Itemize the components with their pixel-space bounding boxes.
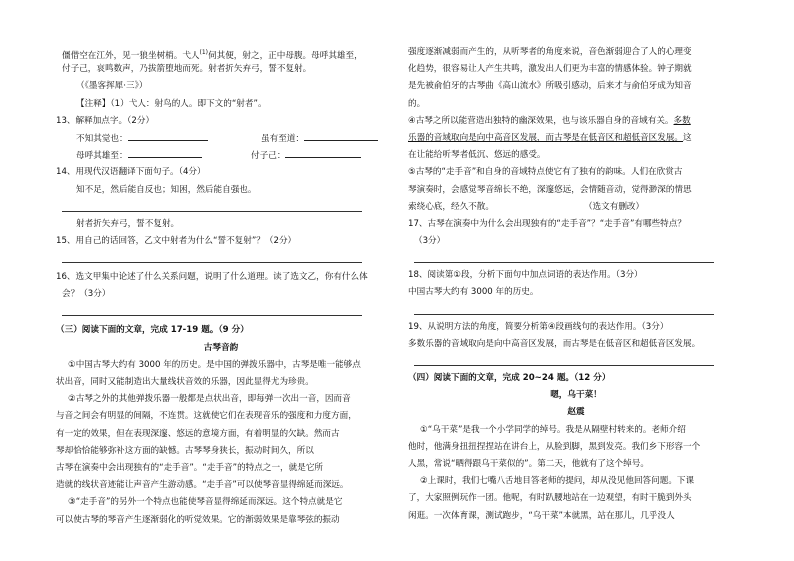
article-line: 琴演奏时，会感觉琴音绵长不绝，深邃悠远，会情随音动，觉得渺深的情思 (408, 184, 692, 195)
question-18: 18、阅读第①段，分析下面句中加点词语的表达作用。（3分） (408, 270, 643, 281)
story-line: ②上课时，我们七嘴八舌地目答老师的提问，却从没见他回答问题。下课 (420, 476, 695, 487)
article-line: 古琴在演奏中会出现独有的“走手音”。“走手音”的特点之一，就是它所 (56, 462, 324, 473)
article-line: 的。 (408, 98, 426, 109)
article-line: ⑤古琴的“走手音”和自身的音域特点使它有了独有的韵味。人们在欣赏古 (408, 167, 683, 178)
story-title: 嗯，乌干菜！ (550, 390, 602, 401)
question-18-sentence: 中国古琴大约有 3000 年的历史。 (408, 287, 539, 298)
passage-line: 付子己，哀鸣数声，乃拔箭堕地而死。射者折矢弃弓，誓不复射。 (62, 64, 312, 75)
question-17-line1: 17、古琴在演奏中为什么会出现独有的“走手音”？“走手音”有哪些特点？ (408, 218, 686, 229)
section-4-heading: （四）阅读下面的文章，完成 20~24 题。（12 分） (408, 373, 611, 383)
article-line: 在让能给听琴者低沉、悠远的感受。 (408, 150, 546, 161)
story-author: 赵震 (567, 407, 585, 418)
question-13-row1: 不知其觉也： 虽有至道： (56, 130, 386, 147)
question-16-line1: 16、选文甲集中论述了什么关系问题，说明了什么道理。读了选文乙，你有什么体 (56, 272, 368, 283)
left-column (56, 44, 386, 529)
answer-blank[interactable] (128, 147, 202, 158)
section-3-heading: （三）阅读下面的文章，完成 17-19 题。（9 分） (56, 325, 249, 336)
question-13-row2: 母呼其雄至： 付子己： (56, 147, 386, 164)
answer-blank[interactable] (285, 147, 361, 158)
article-line: ④古琴之所以能营造出独特的幽深效果，也与该乐器自身的音域有关。多数 (408, 115, 691, 126)
question-14-sentence-b: 射者折矢弃弓，誓不复射。 (76, 218, 180, 229)
story-line: 人黑，常说“晒得跟乌干菜似的”。第二天，他就有了这个绰号。 (408, 458, 649, 469)
story-line: 闲逛。一次体育课，测试跑步，“乌干菜”本就黑，站在那儿，几乎没人 (408, 510, 675, 521)
answer-line[interactable] (414, 353, 714, 366)
article-line: 是先被俞伯牙的古琴曲《高山流水》所吸引感动，后来才与俞伯牙成为知音 (408, 81, 692, 92)
article-line: 乐器的音域取向是向中高音区发展，而古琴是在低音区和超低音区发展。这 (408, 132, 692, 143)
article-line: ①中国古琴大约有 3000 年的历史。是中国的弹拨乐器中，古琴是唯一能够点 (68, 359, 361, 370)
question-14: 14、用现代汉语翻译下面句子。（4分） (56, 167, 206, 178)
answer-blank[interactable] (304, 130, 378, 141)
article-line: 索绕心底，经久不散。 （选文有删改） (408, 201, 645, 212)
answer-line[interactable] (62, 250, 362, 263)
article-line: 与音之间会有明显的间隔，不连贯。这就使它们在表现音乐的强度和力度方面， (56, 411, 357, 422)
article-line: 造就的线状音迹能让声音产生游动感。“走手音”可以使琴音显得绵延而深远。 (56, 480, 349, 491)
question-14-sentence-a: 知不足，然后能自反也；知困，然后能自强也。 (76, 184, 257, 195)
passage-source: （《墨客挥犀·三》） (76, 81, 148, 92)
article-line: 有一定的效果，但在表现深邃、悠远的意境方面，有着明显的欠缺。然而古 (56, 428, 340, 439)
answer-line[interactable] (414, 302, 714, 315)
article-line: 强度逐渐减弱而产生的，从听琴者的角度来说，音色渐弱迎合了人的心理变 (408, 47, 692, 57)
question-19: 19、从说明方法的角度，简要分析第④段画线句的表达作用。（3分） (408, 321, 669, 332)
answer-line[interactable] (414, 250, 714, 263)
story-line: ①“乌干菜”是我一个小学同学的绰号。我是从隔壁村转来的。老师介绍 (420, 424, 686, 435)
article-line: 状出音，同时又能制造出大量线状音效的乐器，因此显得尤为珍贵。 (56, 377, 314, 387)
passage-line: 僵借空在江外，见一狼坐树梢。弋人$^{(1)}$伺其便，射之，正中母腹。母呼其雄至， (62, 49, 363, 61)
story-line: 他时，他满身扭扭捏捏站在讲台上，从脸到脚，黑到发亮。我们乡下形容一个 (408, 441, 701, 452)
question-13: 13、解释加点字。（2分） (56, 115, 155, 126)
article-line: ③“走手音”的另外一个特点也能使琴音显得绵延而深远。这个特点就是它 (68, 497, 343, 508)
question-16-line2: 会？（3分） (62, 289, 111, 300)
article-title: 古琴音韵 (203, 342, 239, 353)
question-19-sentence: 多数乐器的音域取向是向中高音区发展，而古琴是在低音区和超低音区发展。 (408, 338, 701, 349)
answer-blank[interactable] (128, 130, 208, 141)
question-15: 15、用自己的话回答，乙文中射者为什么“誓不复射”？（2分） (56, 235, 297, 246)
article-line: 琴却恰恰能够弥补这方面的缺憾。古琴琴身狭长，振动时间久，所以 (56, 445, 314, 456)
article-line: 化趋势，很容易让人产生共鸣，激发出人们更为丰富的情感体验。钟子期就 (408, 64, 692, 75)
question-17-line2: （3分） (414, 236, 446, 247)
story-line: 了，大家照例玩作一团。他呢，有时趴腰地站在一边观望，有时干脆到外头 (408, 493, 692, 504)
answer-line[interactable] (62, 303, 362, 316)
article-line: ②古琴之外的其他弹拨乐器一般都是点状出音，即每弹一次出一音，因而音 (68, 394, 351, 405)
answer-line[interactable] (62, 199, 362, 212)
annotation-note: 【注释】（1）弋人：射鸟的人。即下文的“射者”。 (76, 98, 267, 109)
article-line: 可以使古琴的琴音产生逐渐弱化的听觉效果。它的渐弱效果是靠琴弦的振动 (56, 514, 340, 525)
right-column (408, 44, 744, 525)
